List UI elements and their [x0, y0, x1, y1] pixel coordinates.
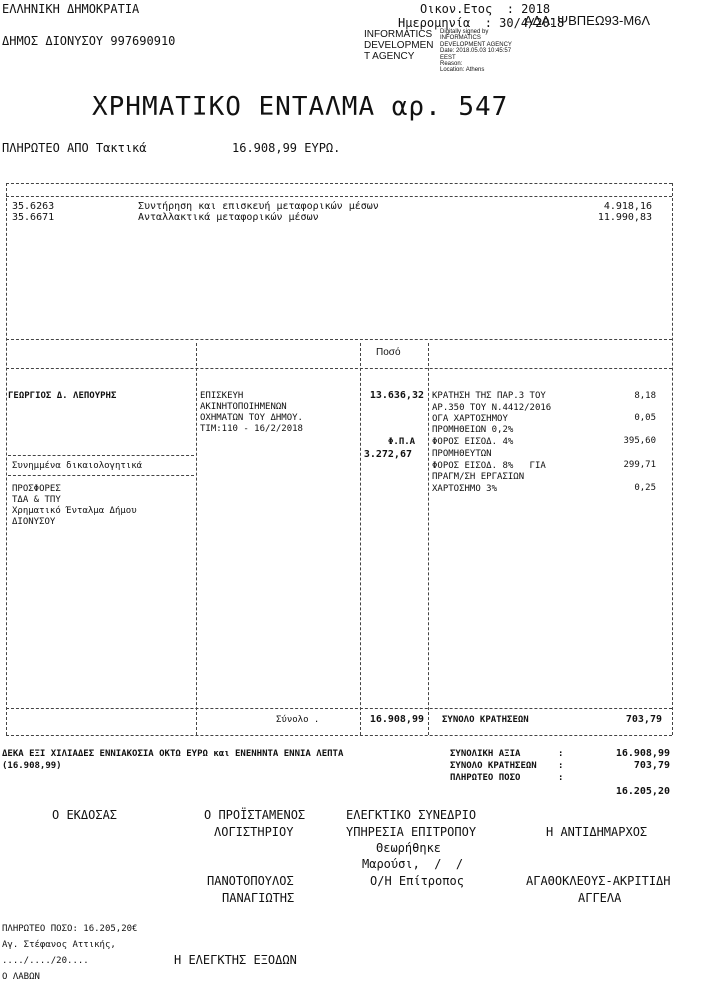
- amount-header: Ποσό: [376, 347, 401, 358]
- budget-description: Συντήρηση και επισκευή μεταφορικών μέσων: [138, 201, 379, 212]
- audit-approved-label: Θεωρήθηκε: [376, 841, 442, 855]
- column-divider: [428, 343, 429, 735]
- accounting-head-title-2: ΛΟΓΙΣΤΗΡΙΟΥ: [214, 825, 294, 839]
- deduction-label: ΑΡ.350 ΤΟΥ Ν.4412/2016: [432, 403, 552, 413]
- table-bottom-border: [6, 735, 672, 736]
- reason-line: ΤΙΜ:110 - 16/2/2018: [200, 424, 303, 434]
- column-header-line: [6, 368, 672, 369]
- fiscal-year: Οικον.Ετος : 2018: [420, 2, 551, 16]
- auditor-label: Ο/Η Επίτροπος: [370, 874, 464, 888]
- doc-item: ΤΔΑ & ΤΠΥ: [12, 495, 61, 505]
- total-payable-label: ΠΛΗΡΩΤΕΟ ΠΟΣΟ: [450, 773, 521, 783]
- deductions-total-label: ΣΥΝΟΛΟ ΚΡΑΤΗΣΕΩΝ: [442, 715, 529, 725]
- docs-divider: [8, 455, 194, 456]
- audit-court-label: ΕΛΕΓΚΤΙΚΟ ΣΥΝΕΔΡΙΟ: [346, 808, 477, 822]
- total-colon: :: [558, 761, 564, 771]
- deduction-label: ΟΓΑ ΧΑΡΤΟΣΗΜΟΥ: [432, 414, 508, 424]
- deduction-label: ΧΑΡΤΟΣΗΜΟ 3%: [432, 484, 498, 494]
- table-left-border: [6, 183, 7, 735]
- deputy-mayor-name: ΑΓΑΘΟΚΛΕΟΥΣ-ΑΚΡΙΤΙΔΗ: [526, 874, 671, 888]
- total-value-label: ΣΥΝΟΛΙΚΗ ΑΞΙΑ: [450, 749, 521, 759]
- document-date: Ημερομηνία : 30/4/2018: [398, 16, 565, 30]
- deductions-total: 703,79: [625, 714, 662, 725]
- footer-place: Αγ. Στέφανος Αττικής,: [2, 940, 116, 950]
- amount-in-words: ΔΕΚΑ ΕΞΙ ΧΙΛΙΑΔΕΣ ΕΝΝΙΑΚΟΣΙΑ ΟΚΤΩ ΕΥΡΩ και ΕΝΕΝΗΝΤΑ ΕΝΝΙΑ ΛΕΠΤΑ: [2, 749, 344, 759]
- sum-amount: 16.908,99: [369, 714, 424, 725]
- total-deductions-label: ΣΥΝΟΛΟ ΚΡΑΤΗΣΕΩΝ: [450, 761, 537, 771]
- deduction-label: ΠΡΑΓΜ/ΣΗ ΕΡΓΑΣΙΩΝ: [432, 472, 525, 482]
- republic-label: ΕΛΛΗΝΙΚΗ ΔΗΜΟΚΡΑΤΙΑ: [2, 2, 140, 16]
- total-deductions-value: 703,79: [633, 760, 670, 771]
- vat-amount: 3.272,67: [363, 449, 412, 460]
- budget-code: 35.6671: [12, 212, 55, 223]
- ada-code: ΑΔΑ: ΨΒΠΕΩ93-Μ6Λ: [524, 13, 651, 28]
- accounting-head-name-2: ΠΑΝΑΓΙΩΤΗΣ: [222, 891, 295, 905]
- payable-amount: 16.908,99 ΕΥΡΩ.: [232, 141, 341, 155]
- deduction-amount: 0,05: [634, 413, 656, 423]
- municipality-label: ΔΗΜΟΣ ΔΙΟΝΥΣΟΥ 997690910: [2, 34, 176, 48]
- sum-label: Σύνολο .: [276, 715, 320, 725]
- net-payable-amount: 16.205,20: [615, 786, 670, 797]
- issuer-label: Ο ΕΚΔΟΣΑΣ: [52, 808, 118, 822]
- budget-amount: 4.918,16: [603, 201, 652, 212]
- payable-from-label: ΠΛΗΡΩΤΕΟ ΑΠΟ Τακτικά: [2, 141, 147, 155]
- total-colon: :: [558, 749, 564, 759]
- doc-item: Χρηματικό Ένταλμα Δήμου: [12, 506, 137, 516]
- deduction-label: ΚΡΑΤΗΣΗ ΤΗΣ ΠΑΡ.3 ΤΟΥ: [432, 391, 546, 401]
- vat-label: Φ.Π.Α: [388, 437, 416, 447]
- audit-place-date: Μαρούσι, / /: [362, 857, 464, 871]
- column-divider: [196, 343, 197, 735]
- budget-code: 35.6263: [12, 201, 55, 212]
- deduction-label: ΠΡΟΜΗΘΕΙΩΝ 0,2%: [432, 425, 514, 435]
- receiver-label: Ο ΛΑΒΩΝ: [2, 972, 40, 982]
- signature-stamp-agency: INFORMATICS DEVELOPMEN T AGENCY: [364, 29, 434, 62]
- amount-in-words-number: (16.908,99): [2, 761, 62, 771]
- accounting-head-title: Ο ΠΡΟΪΣΤΑΜΕΝΟΣ: [204, 808, 306, 822]
- expense-controller-label: Η ΕΛΕΓΚΤΗΣ ΕΞΟΔΩΝ: [174, 953, 297, 967]
- deduction-label: ΦΟΡΟΣ ΕΙΣΟΔ. 8% ΓΙΑ: [432, 461, 546, 471]
- total-colon: :: [558, 773, 564, 783]
- reason-line: ΟΧΗΜΑΤΩΝ ΤΟΥ ΔΗΜΟΥ.: [200, 413, 303, 423]
- section-divider: [6, 339, 672, 340]
- deduction-label: ΦΟΡΟΣ ΕΙΣΟΔ. 4%: [432, 437, 514, 447]
- table-header-line: [6, 196, 672, 197]
- docs-divider: [8, 475, 194, 476]
- doc-item: ΔΙΟΝΥΣΟΥ: [12, 517, 56, 527]
- reason-line: ΑΚΙΝΗΤΟΠΟΙΗΜΕΝΩΝ: [200, 402, 287, 412]
- deduction-amount: 299,71: [623, 460, 656, 470]
- column-divider: [360, 343, 361, 735]
- sum-row-line: [6, 708, 672, 709]
- audit-service-label: ΥΠΗΡΕΣΙΑ ΕΠΙΤΡΟΠΟΥ: [346, 825, 477, 839]
- net-amount: 13.636,32: [369, 390, 424, 401]
- budget-amount: 11.990,83: [597, 212, 652, 223]
- footer-date-blank: ..../..../20....: [2, 956, 89, 966]
- doc-item: ΠΡΟΣΦΟΡΕΣ: [12, 484, 61, 494]
- deduction-amount: 0,25: [634, 483, 656, 493]
- deputy-mayor-name-2: ΑΓΓΕΛΑ: [578, 891, 622, 905]
- deduction-label: ΠΡΟΜΗΘΕΥΤΩΝ: [432, 449, 492, 459]
- signature-stamp-details: Digitally signed by INFORMATICS DEVELOPMENT AGENCY Date: 2018.05.03 10:45:57 EEST Reason: Location: Athens: [440, 29, 512, 74]
- total-value: 16.908,99: [615, 748, 670, 759]
- deduction-amount: 395,60: [623, 436, 656, 446]
- reason-line: ΕΠΙΣΚΕΥΗ: [200, 391, 244, 401]
- table-right-border: [672, 183, 673, 735]
- deputy-mayor-title: Η ΑΝΤΙΔΗΜΑΡΧΟΣ: [546, 825, 648, 839]
- footer-payable: ΠΛΗΡΩΤΕΟ ΠΟΣΟ: 16.205,20€: [2, 924, 138, 934]
- deduction-amount: 8,18: [634, 391, 656, 401]
- table-top-border: [6, 183, 672, 184]
- beneficiary-name: ΓΕΩΡΓΙΟΣ Δ. ΛΕΠΟΥΡΗΣ: [8, 391, 117, 401]
- accounting-head-name: ΠΑΝΟΤΟΠΟΥΛΟΣ: [207, 874, 294, 888]
- docs-header: Συνημμένα δικαιολογητικά: [12, 461, 143, 471]
- budget-description: Ανταλλακτικά μεταφορικών μέσων: [138, 212, 319, 223]
- document-title: ΧΡΗΜΑΤΙΚΟ ΕΝΤΑΛΜΑ αρ. 547: [92, 92, 509, 122]
